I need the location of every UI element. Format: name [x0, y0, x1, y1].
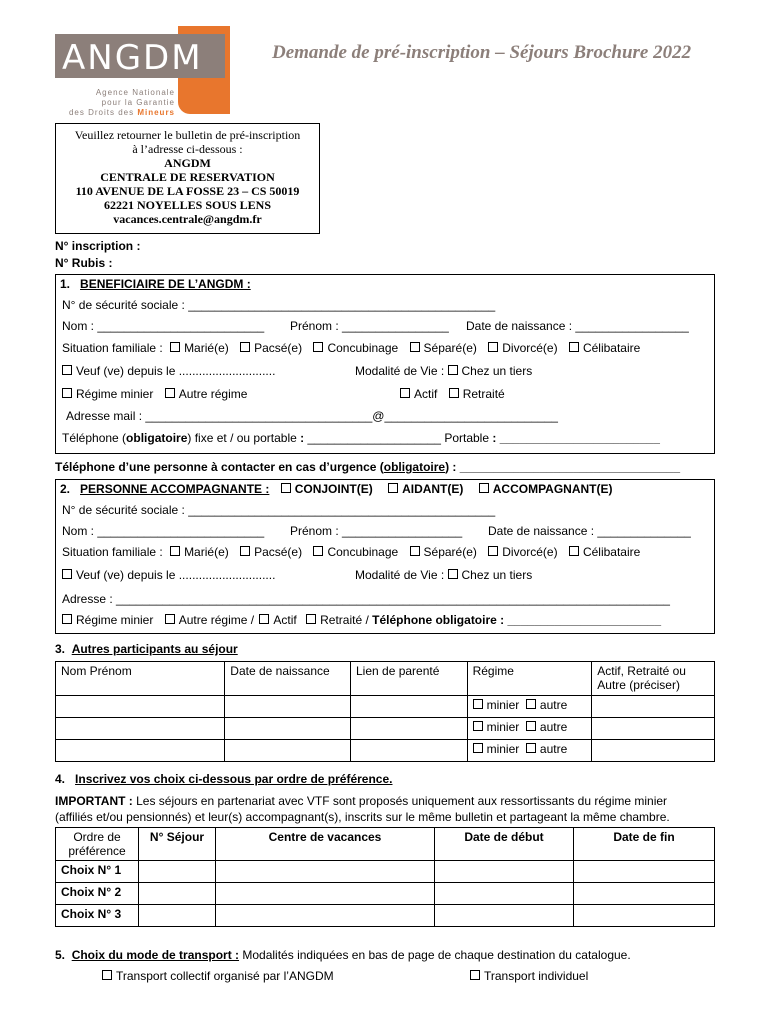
beneficiary-firstname-field[interactable]: Prénom : ________________: [290, 319, 449, 333]
table-header-row: Ordre de préférence N° Séjour Centre de vacances Date de début Date de fin: [56, 828, 715, 861]
companion-divorced-checkbox[interactable]: [488, 546, 498, 556]
companion-living-mode: Modalité de Vie : Chez un tiers: [355, 568, 533, 582]
table-row: minier autre: [56, 696, 715, 718]
important-notice: IMPORTANT : Les séjours en partenariat avec VTF sont proposés uniquement aux ressortissants du régime minier (affiliés et/ou pensionnés) et leur(s) accompagnant(s), inscrits sur le même bulletin et partageant la même chambre.: [55, 794, 670, 824]
emergency-contact-field[interactable]: Téléphone d’une personne à contacter en cas d’urgence (obligatoire) : _________________________________: [55, 460, 680, 474]
caregiver-checkbox[interactable]: [388, 483, 398, 493]
companion-family-status: Situation familiale : Marié(e) Pacsé(e) Concubinage Séparé(e) Divorcé(e) Célibataire: [62, 545, 641, 559]
companion-mining-regime-checkbox[interactable]: [62, 614, 72, 624]
beneficiary-secu-field[interactable]: N° de sécurité sociale : ______________________________________________: [62, 298, 496, 312]
beneficiary-living-mode: Modalité de Vie : Chez un tiers: [355, 364, 533, 378]
mining-regime-checkbox[interactable]: [62, 388, 72, 398]
companion-retired-checkbox[interactable]: [306, 614, 316, 624]
row3-autre-checkbox[interactable]: [526, 743, 536, 753]
single-checkbox[interactable]: [569, 342, 579, 352]
table-row: minier autre: [56, 718, 715, 740]
individual-transport-checkbox[interactable]: [470, 970, 480, 980]
widowed-checkbox[interactable]: [62, 365, 72, 375]
collective-transport-checkbox[interactable]: [102, 970, 112, 980]
beneficiary-phone-field[interactable]: Téléphone (obligatoire) fixe et / ou portable : ____________________ Portable : ________________________: [62, 431, 660, 445]
logo-text: ANGDM: [62, 38, 203, 78]
companion-regime-line: Régime minier Autre régime / Actif Retraité / Téléphone obligatoire : _______________________: [62, 613, 661, 627]
return-address-box: Veuillez retourner le bulletin de pré-inscription à l’adresse ci-dessous : ANGDM CENTRALE DE RESERVATION 110 AVENUE DE LA FOSSE 23 – CS 50019 62221 NOYELLES SOUS LENS vacances.centrale@angdm.fr: [55, 123, 320, 234]
companion-third-party-checkbox[interactable]: [448, 569, 458, 579]
active-checkbox[interactable]: [400, 388, 410, 398]
beneficiary-name-field[interactable]: Nom : _________________________: [62, 319, 265, 333]
companion-checkbox[interactable]: [479, 483, 489, 493]
row3-minier-checkbox[interactable]: [473, 743, 483, 753]
companion-single-checkbox[interactable]: [569, 546, 579, 556]
spouse-checkbox[interactable]: [281, 483, 291, 493]
pacs-checkbox[interactable]: [240, 342, 250, 352]
table-row: Choix N° 2: [56, 883, 715, 905]
beneficiary-widowed-field[interactable]: Veuf (ve) depuis le .............................: [62, 364, 275, 378]
row1-minier-checkbox[interactable]: [473, 699, 483, 709]
companion-separated-checkbox[interactable]: [410, 546, 420, 556]
third-party-checkbox[interactable]: [448, 365, 458, 375]
companion-other-regime-checkbox[interactable]: [165, 614, 175, 624]
companion-firstname-field[interactable]: Prénom : __________________: [290, 524, 463, 538]
rubis-number-label[interactable]: N° Rubis :: [55, 256, 113, 270]
table-row: minier autre: [56, 740, 715, 762]
choices-table: [55, 827, 715, 927]
retired-checkbox[interactable]: [449, 388, 459, 398]
page-title: Demande de pré-inscription – Séjours Brochure 2022: [272, 42, 692, 63]
inscription-number-label[interactable]: N° inscription :: [55, 239, 141, 253]
companion-birthdate-field[interactable]: Date de naissance : ______________: [488, 524, 691, 538]
section-5-heading: 5. Choix du mode de transport : Modalités indiquées en bas de page de chaque destination du catalogue.: [55, 948, 631, 962]
beneficiary-birthdate-field[interactable]: Date de naissance : _________________: [466, 319, 689, 333]
separated-checkbox[interactable]: [410, 342, 420, 352]
companion-widowed-checkbox[interactable]: [62, 569, 72, 579]
companion-pacs-checkbox[interactable]: [240, 546, 250, 556]
married-checkbox[interactable]: [170, 342, 180, 352]
participants-table: [55, 661, 715, 762]
logo-subtitle: Agence Nationale pour la Garantie des Droits des Mineurs: [68, 88, 175, 117]
companion-widowed-field[interactable]: Veuf (ve) depuis le .............................: [62, 568, 275, 582]
section-1-heading: 1. BENEFICIAIRE DE L’ANGDM :: [60, 277, 251, 291]
cohabitation-checkbox[interactable]: [313, 342, 323, 352]
companion-name-field[interactable]: Nom : _________________________: [62, 524, 265, 538]
companion-secu-field[interactable]: N° de sécurité sociale : ______________________________________________: [62, 503, 496, 517]
collective-transport-option[interactable]: Transport collectif organisé par l’ANGDM: [102, 969, 334, 983]
section-2-heading: 2. PERSONNE ACCOMPAGNANTE : CONJOINT(E) AIDANT(E) ACCOMPAGNANT(E): [60, 482, 613, 496]
section-3-heading: 3. Autres participants au séjour: [55, 642, 238, 656]
contact-email: vacances.centrale@angdm.fr: [113, 212, 262, 226]
beneficiary-family-status: Situation familiale : Marié(e) Pacsé(e) Concubinage Séparé(e) Divorcé(e) Célibataire: [62, 341, 641, 355]
beneficiary-activity: Actif Retraité: [400, 387, 505, 401]
companion-married-checkbox[interactable]: [170, 546, 180, 556]
table-row: Choix N° 1: [56, 861, 715, 883]
beneficiary-email-field[interactable]: Adresse mail : __________________________________@__________________________: [66, 409, 558, 423]
beneficiary-regime: Régime minier Autre régime: [62, 387, 247, 401]
individual-transport-option[interactable]: Transport individuel: [470, 969, 588, 983]
table-row: Choix N° 3: [56, 905, 715, 927]
divorced-checkbox[interactable]: [488, 342, 498, 352]
other-regime-checkbox[interactable]: [165, 388, 175, 398]
section-4-heading: 4. Inscrivez vos choix ci-dessous par ordre de préférence.: [55, 772, 393, 786]
table-header-row: Nom Prénom Date de naissance Lien de parenté Régime Actif, Retraité ou Autre (préciser): [56, 662, 715, 696]
companion-cohabitation-checkbox[interactable]: [313, 546, 323, 556]
row1-autre-checkbox[interactable]: [526, 699, 536, 709]
companion-address-field[interactable]: Adresse : ___________________________________________________________________________________: [62, 592, 670, 606]
companion-active-checkbox[interactable]: [259, 614, 269, 624]
row2-minier-checkbox[interactable]: [473, 721, 483, 731]
row2-autre-checkbox[interactable]: [526, 721, 536, 731]
